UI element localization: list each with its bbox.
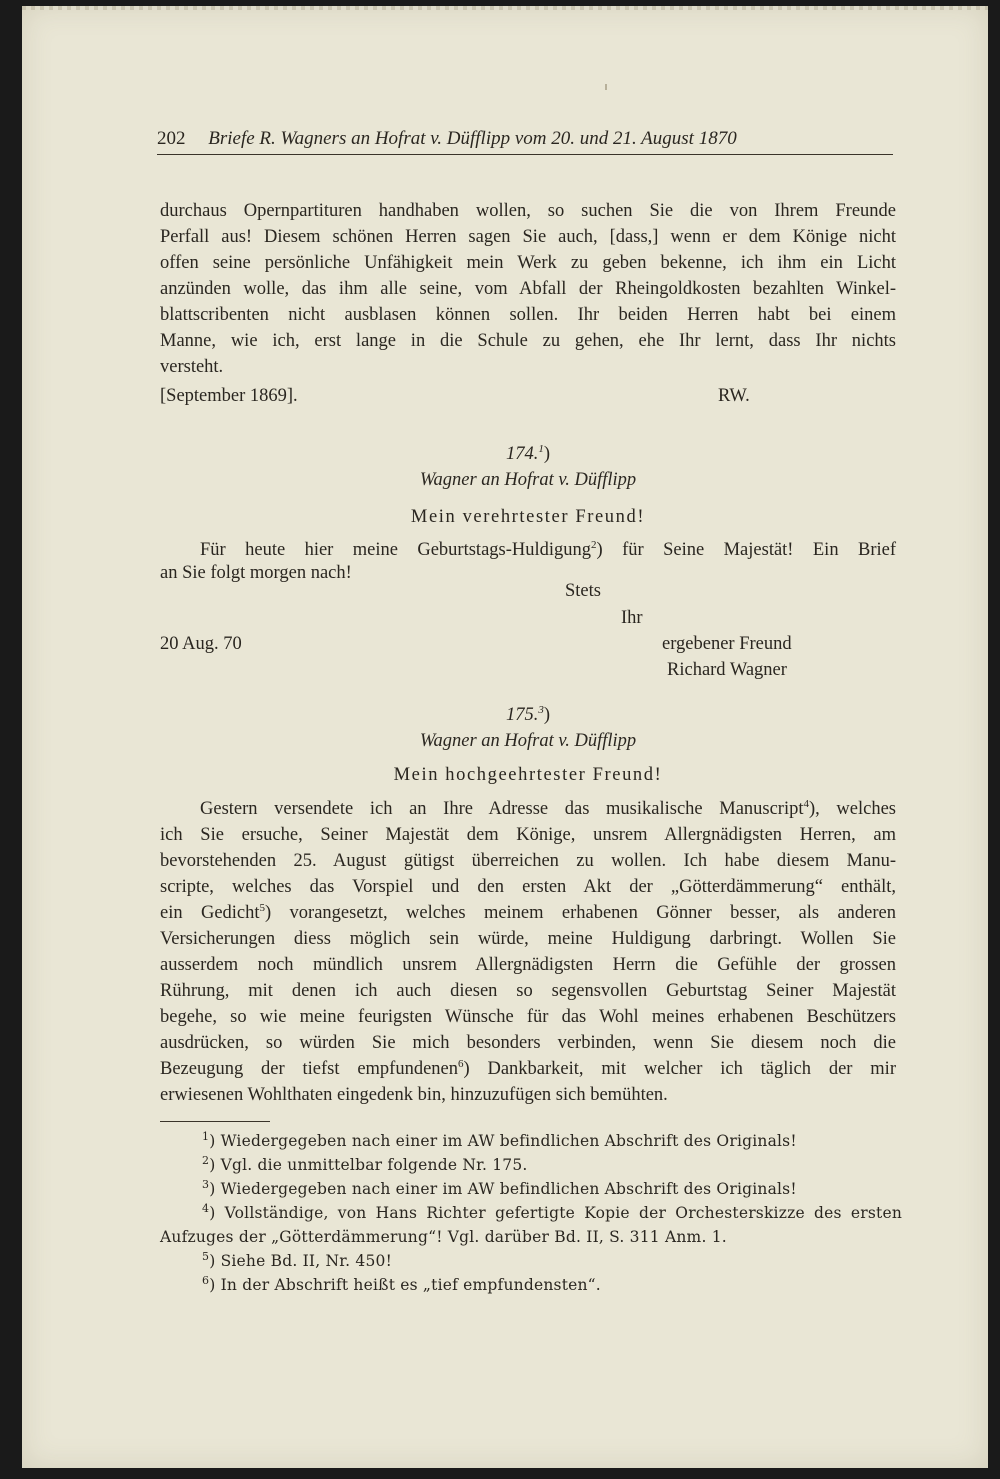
footnote-mark: 5 [202, 1249, 210, 1263]
text-span: Für heute hier meine Geburtstags-Huldigung [200, 540, 592, 560]
footnote-mark: 3 [202, 1177, 210, 1191]
body-line: Perfall aus! Diesem schönen Herren sagen Sie auch, [dass,] wenn er dem Könige nicht [160, 227, 896, 247]
footnote-mark: 6 [202, 1273, 210, 1287]
footnote-6 [202, 1273, 601, 1294]
text-span: ein Gedicht [160, 903, 260, 923]
footnote-4 [202, 1201, 902, 1222]
text-span: ) vorangesetzt, welches meinem erhabenen Gönner besser, als anderen [265, 903, 896, 923]
footnote-3 [202, 1177, 797, 1198]
footnote-ref: 1 [538, 442, 544, 455]
footnote-rule [160, 1121, 270, 1122]
letter-heading: Wagner an Hofrat v. Düfflipp [419, 731, 637, 751]
salutation: Mein verehrtester Freund! [410, 507, 646, 527]
footnote-text: ) Wiedergegeben nach einer im AW befindlichen Abschrift des Originals! [209, 1180, 797, 1198]
running-header [157, 128, 893, 150]
text-span: Bezeugung der tiefst empfundenen [160, 1059, 458, 1079]
body-line: ausserdem noch mündlich unsrem Allergnädigsten Herrn die Gefühle der grossen [160, 955, 896, 975]
body-line [160, 1056, 896, 1082]
footnote-mark: 2 [202, 1153, 210, 1167]
footnote-text: ) In der Abschrift heißt es „tief empfundensten“. [209, 1276, 601, 1294]
letter-heading: Wagner an Hofrat v. Düfflipp [419, 470, 637, 490]
closing-line: Ihr [621, 608, 643, 628]
footnote-1 [202, 1129, 797, 1150]
footnote-ref: 6 [458, 1057, 464, 1070]
letter-number-174: 174.$^1$) [505, 442, 551, 464]
body-line: offen seine persönliche Unfähigkeit mein Werk zu geben bekenne, ich ihm ein Licht [160, 253, 896, 273]
body-line: Rührung, mit denen ich auch diesen so segensvollen Geburtstag Seiner Majestät [160, 981, 896, 1001]
header-rule [157, 154, 893, 155]
body-line: ausdrücken, so würden Sie mich besonders verbinden, wenn Sie diesem noch die [160, 1033, 896, 1053]
body-line: erwiesenen Wohlthaten eingedenk bin, hinzuzufügen sich bemühten. [160, 1085, 668, 1105]
body-line: durchaus Opernpartituren handhaben wollen, so suchen Sie die von Ihrem Freunde [160, 201, 896, 221]
body-line: versteht. [160, 357, 224, 377]
body-line: Versicherungen diess möglich sein würde, meine Huldigung darbringt. Wollen Sie [160, 929, 896, 949]
footnote-mark: 1 [202, 1129, 210, 1143]
body-line [160, 796, 896, 822]
body-line: anzünden wolle, das ihm alle seine, vom Abfall der Rheingoldkosten bezahlten Winkel- [160, 279, 896, 299]
body-line: scripte, welches das Vorspiel und den ersten Akt der „Götterdämmerung“ enthält, [160, 877, 896, 897]
text-span: ) Dankbarkeit, mit welcher ich täglich der mir [463, 1059, 896, 1079]
footnote-text: ) Vollständige, von Hans Richter gefertigte Kopie der Orchesterskizze des ersten [209, 1204, 902, 1222]
closing-line: ergebener Freund [662, 634, 792, 654]
footnote-ref: 5 [259, 901, 266, 914]
body-line: ich Sie ersuche, Seiner Majestät dem Könige, unsrem Allergnädigsten Herren, am [160, 825, 896, 845]
body-line [160, 537, 896, 563]
footnote-5 [202, 1249, 393, 1270]
text-span: Gestern versendete ich an Ihre Adresse das musikalische Manuscript [200, 799, 804, 819]
letter-number-175: 175.$^3$) [505, 703, 551, 725]
body-line: Manne, wie ich, erst lange in die Schule zu gehen, ehe Ihr lernt, dass Ihr nichts [160, 331, 896, 351]
body-line: an Sie folgt morgen nach! [160, 563, 352, 583]
footnote-ref: 4 [803, 797, 810, 810]
footnote-2 [202, 1153, 528, 1174]
paper-speck [605, 84, 607, 90]
body-line: begehe, so wie meine feurigsten Wünsche für das Wohl meines erhabenen Beschützers [160, 1007, 896, 1027]
text-span: ) für Seine Majestät! Ein Brief [596, 540, 896, 560]
body-line: blattscribenten nicht ausblasen können sollen. Ihr beiden Herren habt bei einem [160, 305, 896, 325]
footnote-mark: 4 [202, 1201, 210, 1215]
footnote-text: ) Wiedergegeben nach einer im AW befindlichen Abschrift des Originals! [209, 1132, 797, 1150]
letter-signature: Richard Wagner [667, 660, 787, 680]
letter-signature: RW. [718, 386, 750, 406]
body-line: bevorstehenden 25. August gütigst überreichen zu wollen. Ich habe diesem Manu- [160, 851, 896, 871]
footnote-ref: 2 [591, 538, 597, 551]
closing-line: Stets [565, 581, 601, 601]
letter-date: 20 Aug. 70 [160, 634, 242, 654]
running-title: Briefe R. Wagners an Hofrat v. Düfflipp vom 20. und 21. August 1870 [208, 128, 737, 149]
page-number: 202 [157, 128, 186, 149]
body-line [160, 900, 896, 926]
footnote-text: ) Siehe Bd. II, Nr. 450! [209, 1252, 393, 1270]
letter-number: 174. [505, 444, 539, 464]
page-edge [22, 6, 988, 10]
text-span: ), welches [809, 799, 897, 819]
letter-date: [September 1869]. [160, 386, 298, 406]
footnote-4-cont: Aufzuges der „Götterdämmerung“! Vgl. darüber Bd. II, S. 311 Anm. 1. [160, 1228, 727, 1246]
footnote-text: ) Vgl. die unmittelbar folgende Nr. 175. [209, 1156, 528, 1174]
letter-number: 175. [505, 705, 539, 725]
salutation: Mein hochgeehrtester Freund! [393, 765, 663, 785]
footnote-ref: 3 [538, 703, 544, 716]
